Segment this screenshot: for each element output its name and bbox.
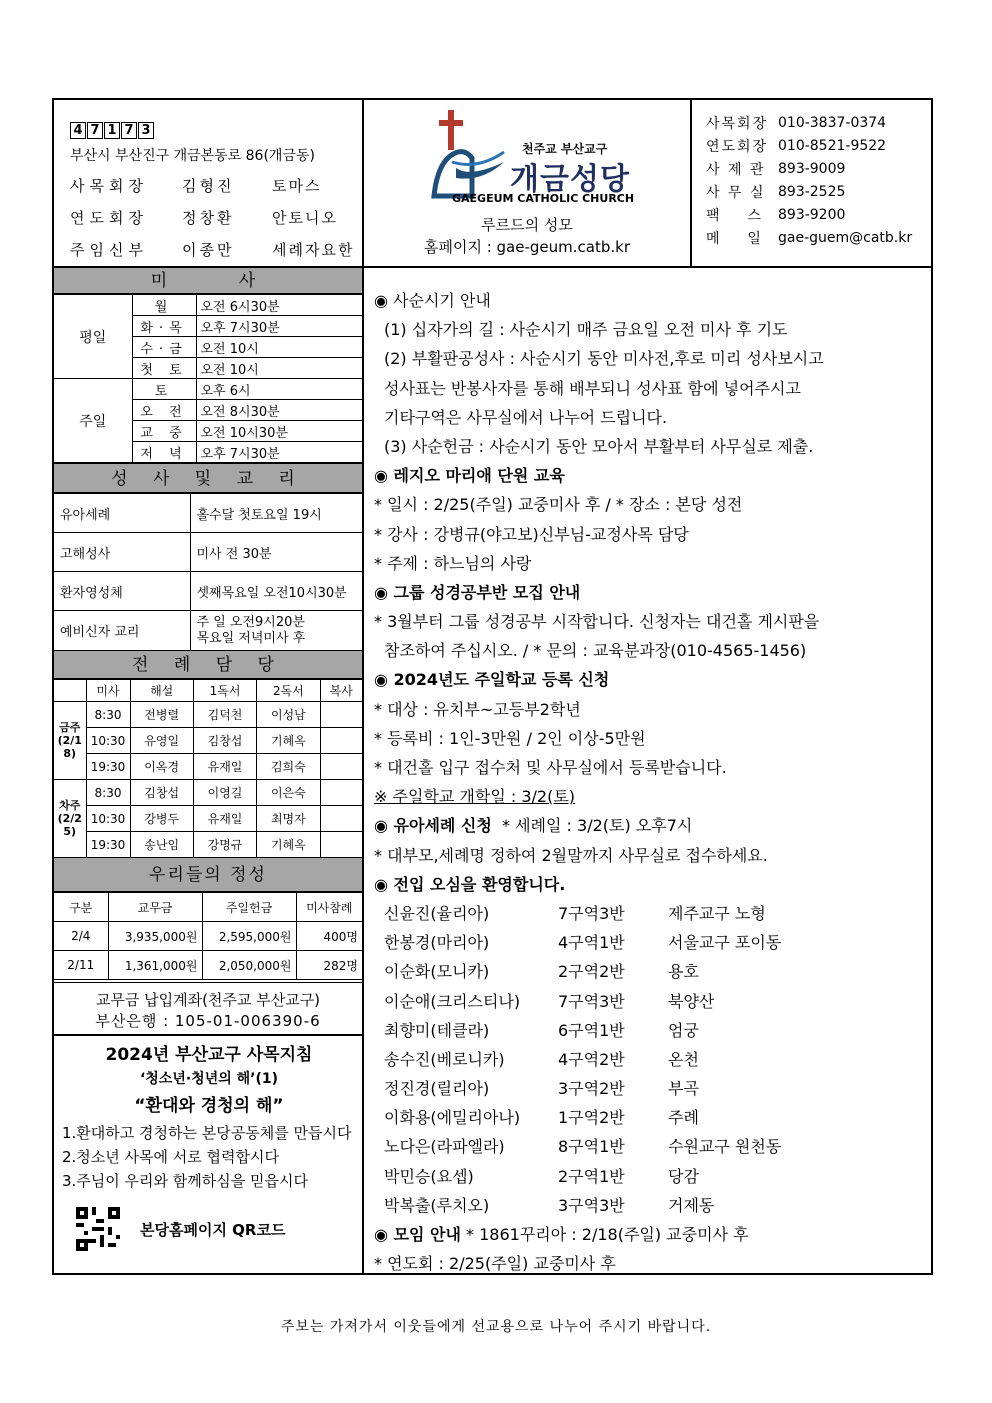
address: 부산시 부산진구 개금본동로 86(개금동) bbox=[70, 148, 315, 164]
section-title: ◉ 그룹 성경공부반 모집 안내 bbox=[374, 582, 581, 602]
church-logo: 천주교 부산교구 개금성당 GAEGEUM CATHOLIC CHURCH bbox=[426, 106, 636, 210]
section-title: ◉ 유아세례 신청 bbox=[374, 816, 492, 836]
pastoral-policy: 2024년 부산교구 사목지침 ‘청소년·청년의 해’(1) “환대와 경청의 해” 1.환대하고 경청하는 본당공동체를 만듭시다 2.청소년 사목에 서로 협력합시다 3.주님이 우리와 함께하심을 믿읍시다 본당홈페이지 QR코드 bbox=[54, 1036, 362, 1251]
logo-block bbox=[364, 100, 690, 266]
section-title: ◉ 레지오 마리애 단원 교육 bbox=[374, 466, 565, 486]
patron: 루르드의 성모 bbox=[481, 216, 573, 234]
list-item: 이순애(크리스티나) 7구역3반 북양산 bbox=[384, 991, 715, 1011]
sacrament-title: 성 사 및 교 리 bbox=[54, 463, 362, 493]
contact-row: 연도회장 010-8521-9522 bbox=[706, 137, 887, 155]
contact-row: 사 제 관 893-9009 bbox=[706, 160, 846, 178]
contact-row: 메 일 gae-guem@catb.kr bbox=[706, 229, 913, 247]
list-item: 이순화(모니카) 2구역2반 용호 bbox=[384, 962, 699, 982]
section-title: ◉ 전입 오심을 환영합니다. bbox=[374, 874, 566, 894]
liturgy-title: 전 례 담 당 bbox=[54, 651, 362, 679]
header bbox=[54, 100, 931, 268]
account-info: 교무금 납입계좌(천주교 부산교구) 부산은행 : 105-01-006390-6 bbox=[54, 982, 362, 1036]
section-title: ◉ 사순시기 안내 bbox=[374, 291, 491, 310]
notices: ◉ 사순시기 안내 (1) 십자가의 길 : 사순시기 매주 금요일 오전 미사 후 기도 (2) 부활판공성사 : 사순시기 동안 미사전,후로 미리 성사보시고 성사표는 반봉사자를 통해 배부되니 성사표 함에 넣어주시고 기타구역은 사무실에서 나누어 드립니다. (3) 사순헌금 : 사순시기 동안 모아서 부활부터 사무실로 제출. ◉ 레지오 마리애 단원 교육 * 일시 : 2/25(주일) 교중미사 후 / * 장소 : 본당 성전 * 강사 : 강병규(야고보)신부님-교정사목 담당 * 주제 : 하느님의 사랑 ◉ 그룹 성경공부반 모집 안내 * 3월부터 그룹 성경공부 시작합니다. 신청자는 대건홀 게시판을 참조하여 주십시오. / * 문의 : 교육분과장(010-4565-1456) ◉ 2024년도 주일학교 등록 신청 * 대상 : 유치부~고등부2학년 * 등록비 : 1인-3만원 / 2인 이상-5만원 * 대건홀 입구 접수처 및 사무실에서 등록받습니다. ※ 주일학교 개학일 : 3/2(토) ◉ 유아세례 신청 * 세례일 : 3/2(토) 오후7시 * 대부모,세례명 정하여 2월말까지 사무실로 접수하세요. ◉ 전입 오심을 환영합니다. 신윤진(율리아) 7구역3반 제주교구 노형 한봉경(마리아) 4구역1반 서울교구 포이동 이순화(모니카) 2구역2반 용호 이순애(크리스티나) 7구역3반 북양산 최향미(테클라) 6구역1반 엄궁 송수진(베로니카) 4구역2반 온천 정진경(릴리아) 3구역2반 부곡 이화용(에밀리아나) 1구역2반 주례 노다은(라파엘라) 8구역1반 수원교구 원천동 박민승(요셉) 2구역1반 당감 박복출(루치오) 3구역3반 거제동 ◉ 모임 안내 * 1861꾸리아 : 2/18(주일) 교중미사 후 * 연도회 : 2/25(주일) 교중미사 후 bbox=[366, 268, 931, 1275]
staff-row: 연도회장 정창환 안토니오 bbox=[70, 209, 338, 227]
staff-row: 사목회장 김형진 토마스 bbox=[70, 177, 322, 195]
bulletin-frame bbox=[52, 98, 933, 1275]
parish-info bbox=[54, 100, 364, 266]
list-item: 한봉경(마리아) 4구역1반 서울교구 포이동 bbox=[384, 933, 782, 953]
contact-row: 사목회장 010-3837-0374 bbox=[706, 114, 887, 132]
sacrament-table: 유아세례 홀수달 첫토요일 19시 고해성사 미사 전 30분 환자영성체 셋째목요일 오전10시30분 예비신자 교리 주 일 오전9시20분 목요일 저녁미사 후 bbox=[54, 493, 362, 651]
contact-row: 팩 스 893-9200 bbox=[706, 206, 846, 224]
qr-block bbox=[76, 1207, 356, 1251]
list-item: 정진경(릴리아) 3구역2반 부곡 bbox=[384, 1079, 699, 1099]
list-item: 송수진(베로니카) 4구역2반 온천 bbox=[384, 1049, 699, 1069]
contact-list bbox=[690, 100, 931, 266]
list-item: 최향미(테클라) 6구역1반 엄궁 bbox=[384, 1020, 699, 1040]
list-item: 노다은(라파엘라) 8구역1반 수원교구 원천동 bbox=[384, 1137, 782, 1157]
school-open-date: ※ 주일학교 개학일 : 3/2(토) bbox=[374, 787, 576, 807]
homepage-link[interactable]: 홈페이지 : gae-geum.catb.kr bbox=[423, 238, 630, 256]
mass-title: 미 사 bbox=[54, 268, 362, 294]
zip-code: 4 7 1 7 3 bbox=[70, 122, 362, 139]
liturgy-table: 미사 해설 1독서 2독서 복사 금주(2/18) 8:30 전병렬 김덕천 이성남 10:30 유영일 김창섭 기혜옥 19:30 이옥경 유재일 김희숙 차주(2/25) 8:30 김창섭 이영길 이은숙 10:30 강병두 유재일 최명자 19:30 송난임 강명규 기혜옥 bbox=[54, 679, 362, 858]
list-item: 박복출(루치오) 3구역3반 거제동 bbox=[384, 1195, 715, 1215]
list-item: 박민승(요셉) 2구역1반 당감 bbox=[384, 1166, 699, 1186]
qr-label: 본당홈페이지 QR코드 bbox=[140, 1220, 286, 1239]
offering-title: 우리들의 정성 bbox=[54, 858, 362, 892]
offering-table: 구분 교무금 주일헌금 미사참례 2/4 3,935,000원 2,595,000원 400명 2/11 1,361,000원 2,050,000원 282명 bbox=[54, 892, 362, 980]
section-title: ◉ 2024년도 주일학교 등록 신청 bbox=[374, 670, 610, 690]
list-item: 이화용(에밀리아나) 1구역2반 주례 bbox=[384, 1108, 699, 1128]
list-item: 신윤진(율리아) 7구역3반 제주교구 노형 bbox=[384, 903, 766, 923]
qr-code-icon[interactable] bbox=[76, 1207, 120, 1251]
mass-schedule: 평일 월 오전 6시30분 화·목 오후 7시30분 수·금 오전 10시 첫 토 오전 10시 주일 토 오후 6시 오 전 오전 8시30분 교 중 오전 10시30분 저 녁 오후 7시30분 bbox=[54, 294, 362, 463]
staff-row: 주임신부 이종만 세례자요한 bbox=[70, 241, 355, 259]
footer-note: 주보는 가져가서 이웃들에게 선교용으로 나누어 주시기 바랍니다. bbox=[280, 1319, 712, 1335]
section-title: ◉ 모임 안내 bbox=[374, 1225, 461, 1244]
left-column bbox=[54, 268, 364, 1275]
contact-row: 사 무 실 893-2525 bbox=[706, 183, 846, 201]
cross-icon bbox=[426, 106, 506, 206]
